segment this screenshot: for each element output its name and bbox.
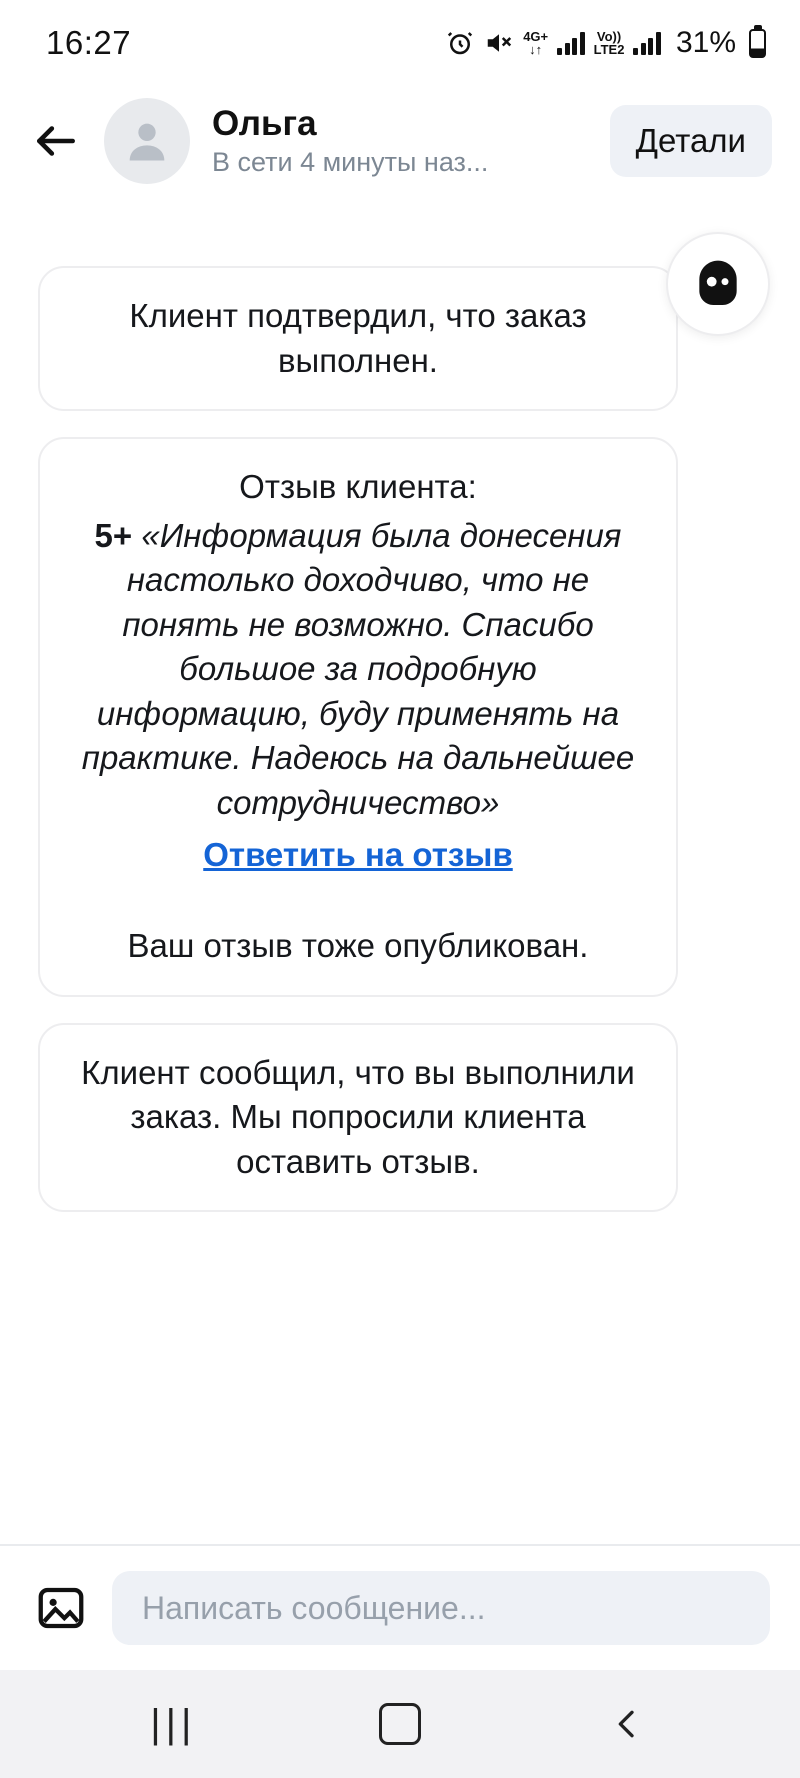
bot-avatar-icon[interactable]	[666, 232, 770, 336]
nav-recents-button[interactable]	[128, 1689, 218, 1759]
review-quote	[70, 514, 646, 826]
peer-meta[interactable]	[208, 104, 592, 179]
mute-icon	[484, 28, 514, 58]
review-title: Отзыв клиента:	[239, 468, 477, 506]
volte-icon: Vo)) LTE2	[593, 28, 625, 57]
attach-image-button[interactable]	[30, 1577, 92, 1639]
details-button[interactable]: Детали	[610, 105, 772, 177]
alarm-icon	[445, 28, 475, 58]
battery-percent: 31%	[675, 26, 736, 59]
review-footer: Ваш отзыв тоже опубликован.	[127, 927, 589, 965]
message-bubble[interactable]: Клиент подтвердил, что заказ выполнен.	[38, 266, 678, 411]
status-icons	[445, 26, 766, 60]
signal-bars-icon	[557, 31, 585, 55]
message-list[interactable]	[0, 196, 800, 1544]
reply-to-review-link[interactable]: Ответить на отзыв	[203, 836, 513, 874]
nav-back-chevron-icon	[607, 1704, 647, 1744]
peer-name: Ольга	[212, 103, 317, 143]
review-rating: 5+	[94, 516, 133, 554]
peer-status: В сети 4 минуты наз...	[212, 146, 489, 177]
arrow-left-icon	[31, 116, 81, 166]
status-time: 16:27	[46, 24, 132, 61]
image-attach-icon	[34, 1581, 88, 1635]
avatar[interactable]	[104, 98, 190, 184]
signal-bars-2-icon	[633, 31, 661, 55]
recents-icon: |||	[150, 1701, 197, 1746]
back-button[interactable]	[26, 111, 86, 171]
bot-glyph-icon	[690, 256, 746, 312]
message-composer	[0, 1544, 800, 1670]
nav-back-button[interactable]	[582, 1689, 672, 1759]
chat-header	[0, 86, 800, 196]
android-nav-bar	[0, 1670, 800, 1778]
status-bar	[0, 0, 800, 86]
message-input[interactable]	[112, 1571, 770, 1645]
home-square-icon	[379, 1703, 421, 1745]
message-bubble-review[interactable]	[38, 437, 678, 996]
review-quote-text: «Информация была донесения настолько доходчиво, что не понять не возможно. Спасибо большое за подробную информацию, буду применять на практике. Надеюсь на дальнейшее сотрудничество»	[81, 516, 635, 821]
battery-icon	[749, 29, 766, 58]
person-avatar-icon	[121, 115, 173, 167]
nav-home-button[interactable]	[355, 1689, 445, 1759]
day-divider	[38, 196, 762, 222]
message-bubble[interactable]: Клиент сообщил, что вы выполнили заказ. Мы попросили клиента оставить отзыв.	[38, 1023, 678, 1213]
4g-plus-icon: 4G+ ↓↑	[523, 28, 549, 57]
